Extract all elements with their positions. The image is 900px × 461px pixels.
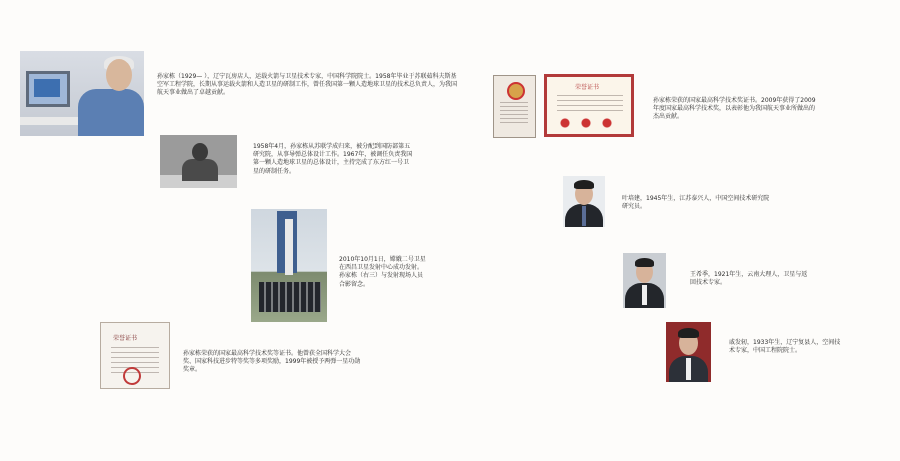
red-seal-icon <box>123 367 141 385</box>
desk-portrait-photo <box>160 135 237 188</box>
caption-entry-4: 孙家栋荣获的国家最高科学技术奖等证书。他曾获全国科学大会奖、国家科技进步特等奖等多项奖励，1999年被授予两弹一星功勋奖章。 <box>183 350 361 374</box>
caption-entry-8: 戚发轫，1933年生，辽宁复县人，空间技术专家，中国工程院院士。 <box>729 339 841 355</box>
emblem-icon <box>507 82 525 100</box>
portrait-at-computer-photo <box>20 51 144 136</box>
certificate-left-title: 荣誉证书 <box>113 335 138 342</box>
certificate-cover-photo <box>493 75 536 138</box>
caption-entry-5: 孙家栋荣获的国家最高科学技术奖证书。2009年获得了2009年度国家最高科学技术奖，以表彰他为我国航天事业所做出的杰出贡献。 <box>653 97 816 121</box>
portrait-photo-2 <box>623 253 666 308</box>
caption-entry-3: 2010年10月1日，嫦娥二号卫星在西昌卫星发射中心成功发射。孙家栋（右三）与发射现场人员合影留念。 <box>339 256 426 288</box>
caption-entry-6: 叶培建，1945年生，江苏泰兴人，中国空间技术研究院研究员。 <box>622 195 770 211</box>
portrait-photo-1 <box>563 176 605 227</box>
caption-entry-2: 1958年4月，孙家栋从苏联学成归来，被分配到国防部第五研究院，从事导弹总体设计工作。1967年，被调任负责我国第一颗人造地球卫星的总体设计，主持完成了东方红一号卫星的研制任务。 <box>253 143 413 175</box>
certificate-right-title: 荣誉证书 <box>575 84 600 91</box>
certificate-left-photo <box>100 322 170 389</box>
caption-entry-7: 王希季，1921年生，云南大理人，卫星与返回技术专家。 <box>690 271 808 287</box>
caption-entry-1: 孙家栋（1929— ），辽宁瓦房店人，运载火箭与卫星技术专家，中国科学院院士。1958年毕业于苏联茹科夫斯基空军工程学院，长期从事运载火箭和人造卫星的研制工作，曾任我国第一颗人造地球卫星的技术总负责人，为我国航天事业做出了卓越贡献。 <box>157 73 458 97</box>
portrait-photo-3 <box>666 322 711 382</box>
launch-tower-group-photo <box>251 209 327 322</box>
certificate-right-photo <box>544 74 634 137</box>
red-seal-icon <box>559 117 619 129</box>
